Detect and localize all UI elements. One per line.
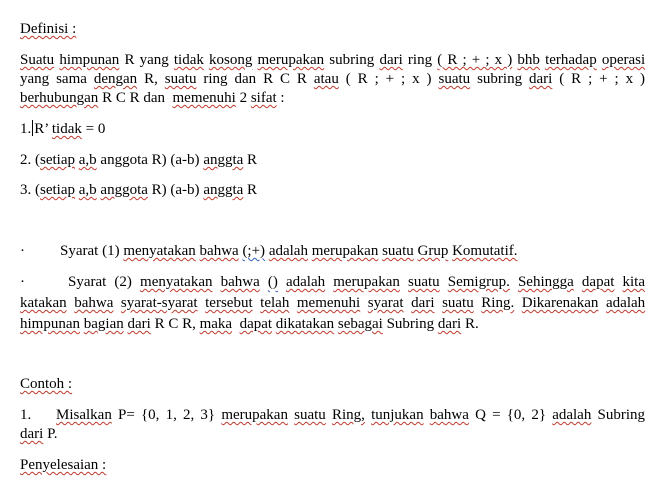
- word: memenuhi: [296, 295, 361, 311]
- word: maka: [199, 316, 233, 332]
- word: tidak: [173, 52, 204, 68]
- word: ( R ; + ; x ): [559, 71, 646, 87]
- word: (): [267, 274, 278, 290]
- word: Grup: [417, 243, 449, 259]
- item-text: 3. (: [20, 182, 40, 198]
- item-text: R) (a-b): [151, 152, 200, 168]
- item-text: = 0: [85, 121, 106, 137]
- contoh-line-1: [20, 406, 645, 425]
- heading-contoh: [20, 375, 72, 394]
- word: bhb: [517, 52, 540, 68]
- word: dari: [379, 52, 403, 68]
- word: sifat: [250, 90, 277, 106]
- word: anggta: [203, 152, 244, 168]
- word: dari: [437, 316, 462, 332]
- item-text: 2. (: [20, 152, 40, 168]
- word: katakan: [20, 295, 67, 311]
- word: merupakan: [333, 274, 400, 290]
- word: dengan: [93, 71, 138, 87]
- word: adalah: [268, 243, 308, 259]
- word: merupakan: [221, 407, 288, 423]
- item-number: 1.: [20, 121, 32, 137]
- word: R C R,: [154, 316, 196, 332]
- word: Subring: [386, 316, 435, 332]
- word: merupakan: [311, 243, 379, 259]
- word: adalah: [606, 295, 646, 311]
- word: bahwa: [220, 274, 260, 290]
- word: setiap: [40, 182, 75, 198]
- word: R C R: [263, 71, 307, 87]
- word: suatu: [164, 71, 197, 87]
- word: anggota: [100, 152, 148, 168]
- word: dapat: [239, 316, 273, 332]
- word: Dikarenakan: [521, 295, 599, 311]
- word: Sehingga: [517, 274, 574, 290]
- word: telah: [260, 295, 290, 311]
- word: dapat: [581, 274, 615, 290]
- heading-penyelesaian-text: Penyelesaian :: [20, 457, 107, 473]
- property-item-1: [20, 120, 105, 139]
- item-text: R’: [34, 121, 49, 137]
- word: bahwa: [429, 407, 469, 423]
- word: subring: [329, 52, 375, 68]
- definition-line-3: [20, 89, 285, 108]
- word: anggta: [203, 182, 244, 198]
- word: bahwa: [199, 243, 239, 259]
- word: suatu: [407, 274, 440, 290]
- word: yang: [20, 71, 50, 87]
- word: kita: [622, 274, 645, 290]
- word: menyatakan: [140, 274, 213, 290]
- word: bahwa: [74, 295, 114, 311]
- word: ( R ; + ; x ): [437, 52, 513, 68]
- word: suatu: [294, 407, 326, 423]
- item-text: R) (a-b): [151, 182, 200, 198]
- word: dari: [20, 426, 44, 442]
- word: Ring.: [481, 295, 515, 311]
- word: setiap: [40, 152, 75, 168]
- word: Semigrup.: [447, 274, 510, 290]
- word: kosong: [209, 52, 253, 68]
- syarat-1-bullet: [20, 242, 518, 261]
- property-item-2: [20, 151, 257, 170]
- word: syarat: [367, 295, 404, 311]
- word: himpunan: [20, 316, 80, 332]
- word: ( R ; + ; x ): [345, 71, 432, 87]
- definition-line-2: [20, 70, 645, 89]
- word: 2: [239, 90, 248, 106]
- definition-line-1: [20, 51, 645, 70]
- bullet-icon: ·: [20, 274, 25, 290]
- word: sebagai: [337, 316, 383, 332]
- word: ring: [203, 71, 228, 87]
- word: Subring: [597, 407, 646, 423]
- word: operasi: [601, 52, 646, 68]
- word: suatu: [438, 71, 471, 87]
- contoh-line-2: [20, 425, 58, 444]
- word: R,: [144, 71, 158, 87]
- word: adalah: [552, 407, 592, 423]
- word: a,b: [78, 152, 97, 168]
- heading-definisi-text: Definisi :: [20, 21, 77, 37]
- word: dan: [234, 71, 257, 87]
- word: adalah: [285, 274, 326, 290]
- word: R yang: [124, 52, 169, 68]
- word: Syarat (2): [68, 274, 132, 290]
- word: atau: [313, 71, 339, 87]
- item-text: R: [247, 152, 258, 168]
- word: Misalkan: [56, 407, 112, 423]
- heading-definisi: [20, 20, 76, 39]
- word: Syarat (1): [60, 243, 120, 259]
- word: memenuhi: [172, 90, 236, 106]
- word: dari: [529, 71, 553, 87]
- syarat-2-line-3: [20, 315, 479, 334]
- word: Q = {0, 2}: [475, 407, 547, 423]
- word: tidak: [51, 121, 82, 137]
- word: dari: [411, 295, 435, 311]
- heading-penyelesaian: [20, 456, 106, 475]
- word: suatu: [442, 295, 474, 311]
- property-item-3: [20, 181, 257, 200]
- word: menyatakan: [123, 243, 196, 259]
- word: tersebut: [205, 295, 253, 311]
- word: R C R dan: [102, 90, 165, 106]
- word: terhadap: [545, 52, 597, 68]
- word: :: [280, 90, 285, 106]
- word: tunjukan: [371, 407, 424, 423]
- word: a,b: [78, 182, 97, 198]
- word: (;+): [242, 243, 266, 259]
- word: anggota: [100, 182, 148, 198]
- syarat-2-line-1: [20, 273, 645, 292]
- word: sama: [56, 71, 87, 87]
- item-number: 1.: [20, 407, 32, 423]
- word: dikatakan: [275, 316, 335, 332]
- word: ring: [407, 52, 433, 68]
- word: Suatu: [20, 52, 55, 68]
- word: merupakan: [257, 52, 325, 68]
- word: Ring,: [331, 407, 365, 423]
- word: syarat-syarat: [120, 295, 198, 311]
- bullet-icon: ·: [20, 243, 25, 259]
- word: suatu: [382, 243, 414, 259]
- word: R.: [464, 316, 479, 332]
- word: P.: [47, 426, 58, 442]
- word: P= {0, 1, 2, 3}: [118, 407, 216, 423]
- word: himpunan: [59, 52, 120, 68]
- word: bagian: [83, 316, 124, 332]
- syarat-2-line-2: [20, 294, 645, 313]
- item-text: R: [247, 182, 258, 198]
- word: subring: [477, 71, 523, 87]
- word: berhubungan: [20, 90, 99, 106]
- heading-contoh-text: Contoh :: [20, 376, 73, 392]
- word: Komutatif.: [452, 243, 518, 259]
- word: dari: [127, 316, 151, 332]
